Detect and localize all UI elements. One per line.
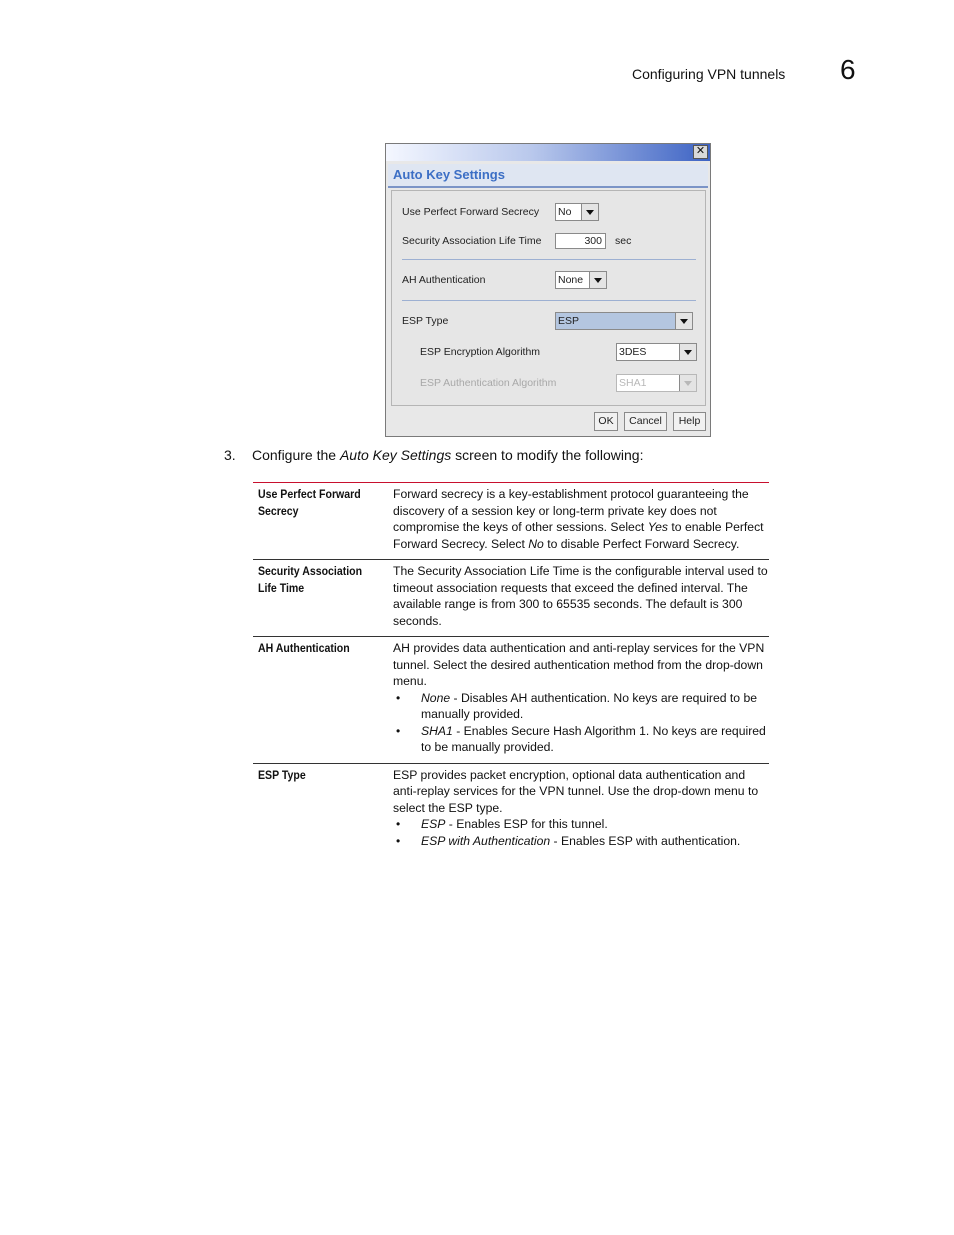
step-prefix: Configure the	[252, 447, 340, 463]
step-instruction	[224, 447, 643, 463]
definition-text: to enable Perfect Forward Secrecy. Select	[393, 520, 764, 551]
bullet-icon: •	[396, 833, 401, 848]
chevron-down-icon[interactable]	[679, 344, 696, 360]
sa-life-label: Security Association Life Time	[402, 235, 542, 247]
chevron-down-icon	[679, 375, 696, 391]
settings-definition-table	[253, 482, 769, 856]
bullet-text: - Enables ESP for this tunnel.	[445, 817, 608, 831]
bullet-term: None	[421, 690, 451, 705]
row-term: Use Perfect Forward Secrecy	[258, 487, 361, 518]
esp-authentication-label: ESP Authentication Algorithm	[420, 377, 557, 389]
definition-no: No	[528, 536, 544, 551]
bullet-icon: •	[396, 723, 401, 738]
ah-auth-label: AH Authentication	[402, 274, 486, 286]
settings-panel	[391, 190, 706, 406]
pfs-select-value: No	[558, 206, 572, 218]
bullet-icon: •	[396, 690, 401, 705]
row-term: Security Association Life Time	[258, 564, 363, 595]
bullet-term: ESP	[421, 817, 446, 831]
esp-type-select[interactable]	[555, 312, 693, 330]
esp-type-select-value: ESP	[558, 315, 580, 327]
help-button[interactable]: Help	[673, 412, 706, 431]
table-row	[253, 637, 769, 764]
bullet-text: - Enables Secure Hash Algorithm 1. No keys are required to be manually provided.	[421, 723, 766, 754]
bullet-term: ESP with Authentication	[421, 833, 551, 848]
definition-text: ESP provides packet encryption, optional data authentication and anti-replay services for the VPN tunnel. Use the drop-down menu to select the ESP type.	[393, 767, 759, 815]
sa-life-unit: sec	[615, 235, 632, 247]
list-item	[393, 690, 769, 723]
step-suffix: screen to modify the following:	[451, 447, 644, 463]
table-row	[253, 764, 769, 857]
row-definition: The Security Association Life Time is the configurable interval used to timeout association requests that exceed the defined interval. The available range is from 300 to 65535 seconds. The default is 300 seconds.	[393, 564, 768, 628]
chapter-number: 6	[840, 54, 856, 85]
esp-type-label: ESP Type	[402, 315, 449, 327]
dialog-title-bar	[386, 144, 710, 161]
step-screen-name: Auto Key Settings	[339, 447, 452, 463]
row-term: ESP Type	[258, 767, 306, 782]
esp-authentication-select-value: SHA1	[619, 377, 647, 389]
dialog-heading: Auto Key Settings	[393, 167, 505, 182]
step-number: 3.	[224, 447, 236, 463]
ok-button[interactable]: OK	[594, 412, 618, 431]
pfs-label: Use Perfect Forward Secrecy	[402, 206, 540, 218]
ah-auth-select[interactable]	[555, 271, 607, 289]
chevron-down-icon[interactable]	[675, 313, 692, 329]
definition-text: Forward secrecy is a key-establishment protocol guaranteeing the discovery of a session key or long-term private key does not compromise the keys of other sessions. Select	[393, 487, 749, 534]
chevron-down-icon[interactable]	[589, 272, 606, 288]
dialog-heading-bar	[388, 164, 708, 188]
cancel-button[interactable]: Cancel	[624, 412, 667, 431]
pfs-select[interactable]	[555, 203, 599, 221]
bullet-text: - Enables ESP with authentication.	[550, 833, 741, 848]
esp-encryption-label: ESP Encryption Algorithm	[420, 346, 541, 358]
definition-yes: Yes	[647, 520, 669, 534]
row-definition	[393, 640, 769, 756]
chevron-down-icon[interactable]	[581, 204, 598, 220]
definition-text: AH provides data authentication and anti-replay services for the VPN tunnel. Select the desired authentication method from the drop-down menu.	[393, 641, 765, 688]
table-row	[253, 483, 769, 560]
esp-authentication-select	[616, 374, 697, 392]
close-icon[interactable]: ✕	[693, 145, 708, 159]
esp-encryption-select-value: 3DES	[619, 346, 647, 358]
list-item	[393, 833, 769, 850]
esp-encryption-select[interactable]	[616, 343, 697, 361]
row-definition	[393, 486, 769, 552]
sa-life-input[interactable]: 300	[555, 233, 606, 249]
row-definition	[393, 767, 769, 850]
bullet-icon: •	[396, 817, 401, 831]
auto-key-settings-dialog	[385, 143, 711, 437]
separator	[402, 259, 696, 260]
page-header-title: Configuring VPN tunnels	[632, 66, 786, 82]
separator	[402, 300, 696, 301]
row-term: AH Authentication	[258, 641, 350, 655]
table-row	[253, 560, 769, 637]
bullet-term: SHA1	[421, 723, 453, 738]
definition-text: to disable Perfect Forward Secrecy.	[543, 536, 740, 551]
bullet-text: - Disables AH authentication. No keys are required to be manually provided.	[421, 690, 758, 721]
ah-auth-select-value: None	[558, 274, 584, 286]
list-item	[393, 723, 769, 756]
list-item	[393, 816, 769, 833]
